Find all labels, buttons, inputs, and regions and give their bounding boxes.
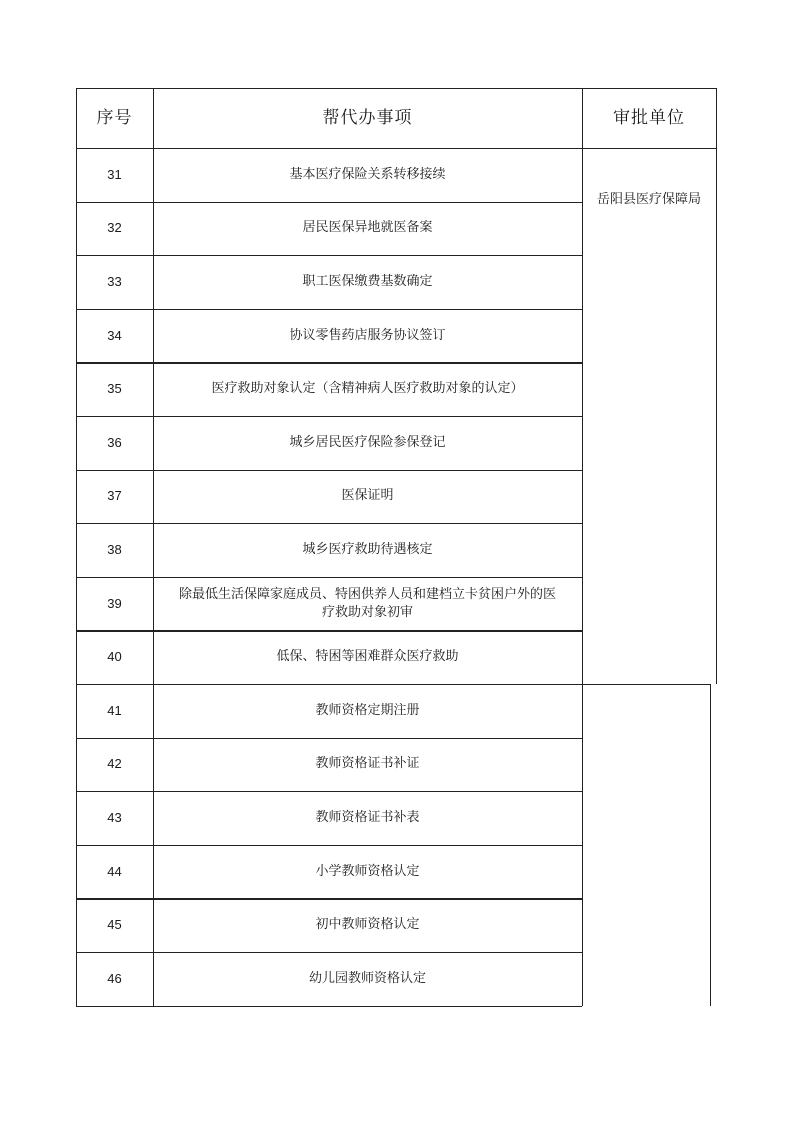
row-item: 城乡医疗救助待遇核定 xyxy=(302,541,433,557)
header-index: 序号 xyxy=(96,108,133,128)
row-number: 37 xyxy=(107,488,122,504)
table-rule xyxy=(582,88,583,1006)
row-item: 除最低生活保障家庭成员、特困供养人员和建档立卡贫困户外的医疗救助对象初审 xyxy=(178,586,556,620)
table-rule xyxy=(76,88,77,1006)
row-item: 低保、特困等困难群众医疗救助 xyxy=(276,649,459,665)
row-number: 46 xyxy=(107,970,122,986)
row-item: 职工医保缴费基数确定 xyxy=(302,273,433,289)
row-number: 36 xyxy=(107,434,122,450)
row-number: 33 xyxy=(107,273,122,289)
row-number: 45 xyxy=(107,917,122,933)
row-number: 31 xyxy=(107,166,122,182)
row-item: 基本医疗保险关系转移接续 xyxy=(289,166,446,182)
row-item: 医保证明 xyxy=(341,488,394,504)
row-number: 42 xyxy=(107,756,122,772)
row-number: 38 xyxy=(107,541,122,557)
approval-unit xyxy=(582,704,716,734)
row-number: 43 xyxy=(107,809,122,825)
table-rule xyxy=(76,791,582,792)
table-rule xyxy=(153,88,154,1006)
row-item: 小学教师资格认定 xyxy=(315,863,420,879)
table-rule xyxy=(76,684,582,685)
table-rule xyxy=(76,577,582,578)
header-item: 帮代办事项 xyxy=(322,108,413,128)
table-rule xyxy=(76,845,582,846)
table-rule xyxy=(76,362,582,363)
table-rule xyxy=(76,898,582,899)
table-rule xyxy=(76,630,582,631)
approval-unit: 岳阳县医疗保障局 xyxy=(596,192,701,207)
table-rule xyxy=(76,202,582,203)
row-item: 教师资格证书补表 xyxy=(315,809,420,825)
table-rule xyxy=(76,523,582,524)
table-rule xyxy=(716,88,717,684)
row-item: 医疗救助对象认定（含精神病人医疗救助对象的认定） xyxy=(211,381,524,397)
header-unit: 审批单位 xyxy=(613,108,685,128)
table-rule xyxy=(76,952,582,953)
row-number: 39 xyxy=(107,595,122,611)
row-item: 协议零售药店服务协议签订 xyxy=(289,327,446,343)
table-rule xyxy=(76,416,582,417)
table-rule xyxy=(76,470,582,471)
table-rule xyxy=(76,255,582,256)
table-rule xyxy=(582,148,716,149)
row-item: 教师资格证书补证 xyxy=(315,756,420,772)
row-item: 幼儿园教师资格认定 xyxy=(308,970,426,986)
row-item: 居民医保异地就医备案 xyxy=(302,220,433,236)
row-number: 34 xyxy=(107,327,122,343)
table-rule xyxy=(76,148,582,149)
table-rule xyxy=(76,738,582,739)
table-rule xyxy=(76,1006,582,1007)
row-number: 41 xyxy=(107,702,122,718)
table-rule xyxy=(582,684,710,685)
row-number: 40 xyxy=(107,649,122,665)
table-rule xyxy=(710,684,711,1006)
row-item: 初中教师资格认定 xyxy=(315,917,420,933)
row-item: 教师资格定期注册 xyxy=(315,702,420,718)
row-number: 44 xyxy=(107,863,122,879)
row-item: 城乡居民医疗保险参保登记 xyxy=(289,434,446,450)
row-number: 35 xyxy=(107,381,122,397)
table-rule xyxy=(76,88,716,89)
table-rule xyxy=(76,309,582,310)
row-number: 32 xyxy=(107,220,122,236)
